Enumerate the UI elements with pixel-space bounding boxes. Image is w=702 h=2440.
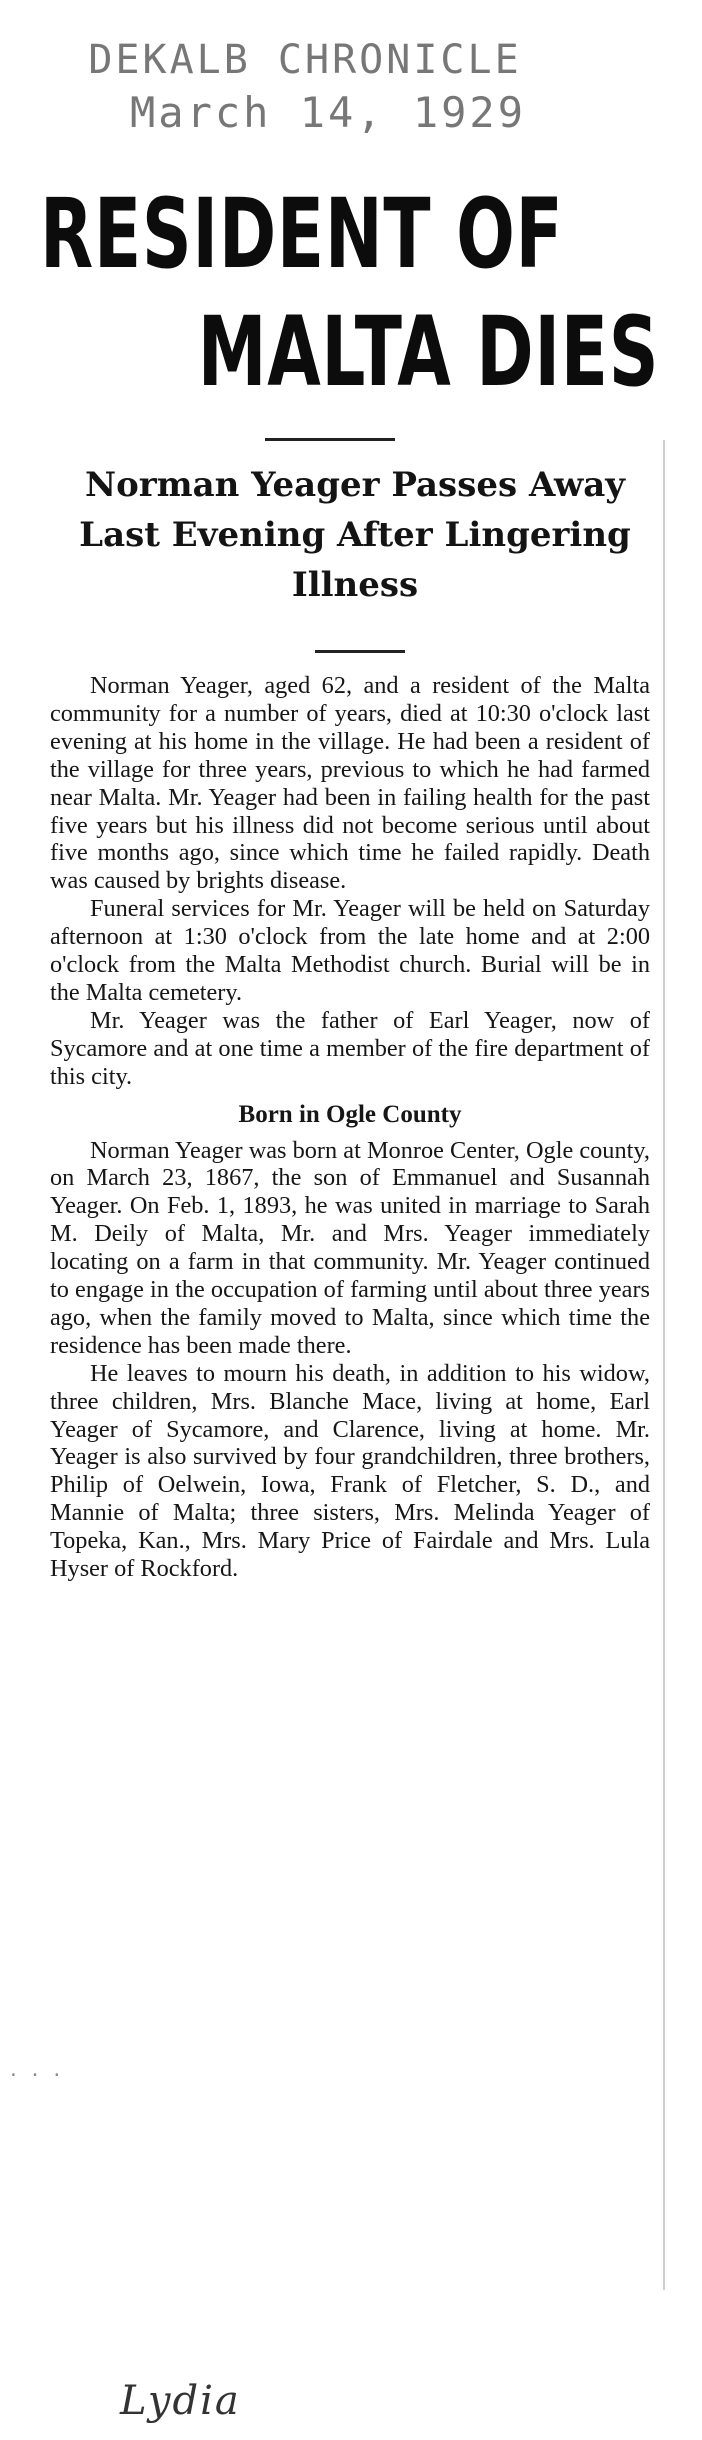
paragraph: Mr. Yeager was the father of Earl Yeager, now of Sycamore and at one time a member of the fire department of this city.	[50, 1006, 650, 1090]
paragraph: Norman Yeager, aged 62, and a resident of the Malta community for a number of years, died at 10:30 o'clock last evening at his home in the village. He had been a resident of the village for three years, previous to which he had farmed near Malta. Mr. Yeager had been in failing health for the past five years but his illness did not become serious until about five months ago, since which time he failed rapidly. Death was caused by brights disease.	[50, 672, 650, 895]
headline-line-2: MALTA DIES	[197, 296, 660, 408]
date-annotation: March 14, 1929	[130, 88, 527, 137]
crosshead: Born in Ogle County	[238, 1100, 462, 1128]
paragraph: Funeral services for Mr. Yeager will be held on Saturday afternoon at 1:30 o'clock from the late home and at 2:00 o'clock from the Malta Methodist church. Burial will be in the Malta cemetery.	[50, 895, 650, 1006]
handwritten-note: Lydia	[120, 2378, 241, 2424]
paragraph: Norman Yeager was born at Monroe Center, Ogle county, on March 23, 1867, the son of Emmanuel and Susannah Yeager. On Feb. 1, 1893, he was united in marriage to Sarah M. Deily of Malta, Mr. and Mrs. Yeager immediately locating on a farm in that community. Mr. Yeager continued to engage in the occupation of farming until about three years ago, when the family moved to Malta, since which time the residence has been made there.	[50, 1136, 650, 1359]
subheadline: Norman Yeager Passes Away Last Evening After Lingering Illness	[79, 465, 631, 605]
paragraph: He leaves to mourn his death, in addition to his widow, three children, Mrs. Blanche Mace, living at home, Earl Yeager of Sycamore, and Clarence, living at home. Mr. Yeager is also survived by four grandchildren, three brothers, Philip of Oelwein, Iowa, Frank of Fletcher, S. D., and Mannie of Malta; three sisters, Mrs. Melinda Yeager of Topeka, Kan., Mrs. Mary Price of Fairdale and Mrs. Lula Hyser of Rockford.	[50, 1359, 650, 1583]
article-body	[50, 672, 650, 1583]
margin-pencil-mark: · · ·	[8, 2065, 63, 2086]
headline-rule	[265, 438, 395, 441]
headline-line-1: RESIDENT OF	[40, 178, 564, 290]
subhead-rule	[315, 650, 405, 653]
headline	[40, 175, 660, 411]
column-rule	[663, 440, 665, 2290]
source-annotation: DEKALB CHRONICLE	[88, 37, 522, 83]
